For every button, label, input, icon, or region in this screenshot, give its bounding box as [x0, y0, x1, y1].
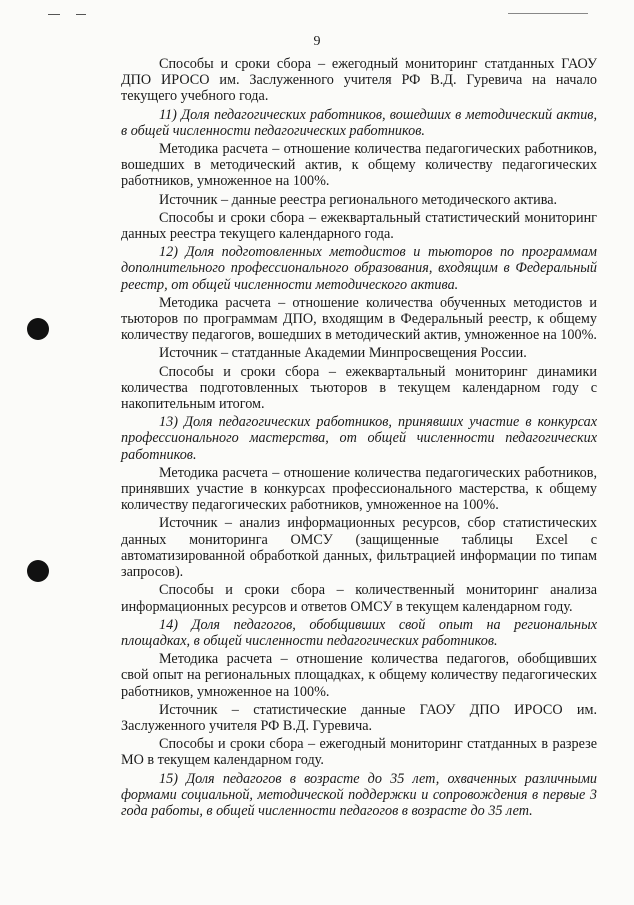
page-number: 9 — [313, 34, 321, 49]
binder-hole-mark — [27, 318, 49, 340]
paragraph: Способы и сроки сбора – ежеквартальный мониторинг динамики количества подготовленных тьюторов в текущем календарном году с накопительным итогом. — [121, 363, 597, 413]
paragraph: Источник – статистические данные ГАОУ ДПО ИРОСО им. Заслуженного учителя РФ В.Д. Гуревича. — [121, 701, 597, 734]
scan-artifact-line — [48, 14, 60, 15]
paragraph: Методика расчета – отношение количества педагогических работников, вошедших в методический актив, к общему количеству педагогических работников, умноженное на 100%. — [121, 141, 597, 190]
paragraph: Способы и сроки сбора – ежегодный мониторинг статданных в разрезе МО в текущем календарном году. — [121, 736, 597, 769]
paragraph: Методика расчета – отношение количества педагогов, обобщивших свой опыт на региональных площадках, к общему количеству педагогических работников, умноженное на 100%. — [121, 651, 597, 700]
paragraph: Методика расчета – отношение количества обученных методистов и тьюторов по программам ДПО, входящим в Федеральный реестр, к общему количеству педагогов, вошедших в методический актив, умноженное на 100%. — [121, 294, 597, 344]
indicator-heading: 12) Доля подготовленных методистов и тьюторов по программам дополнительного профессионального образования, входящим в Федеральный реестр, от общей численности методического актива. — [121, 244, 597, 293]
indicator-heading: 11) Доля педагогических работников, вошедших в методический актив, в общей численности педагогических работников. — [121, 106, 597, 139]
indicator-heading: 15) Доля педагогов в возрасте до 35 лет, охваченных различными формами социальной, методической поддержки и сопровождения в первые 3 года работы, в общей численности педагогов в возрасте до 35 лет. — [121, 770, 597, 819]
indicator-heading: 14) Доля педагогов, обобщивших свой опыт на региональных площадках, в общей численности педагогических работников. — [121, 616, 597, 649]
scan-artifact-line — [76, 14, 86, 15]
paragraph: Способы и сроки сбора – ежеквартальный статистический мониторинг данных реестра текущего календарного года. — [121, 209, 597, 243]
paragraph: Источник – данные реестра регионального методического актива. — [159, 191, 558, 208]
scan-artifact-line — [508, 13, 588, 14]
document-body — [121, 56, 597, 821]
paragraph: Источник – статданные Академии Минпросвещения России. — [159, 345, 527, 362]
paragraph: Способы и сроки сбора – количественный мониторинг анализа информационных ресурсов и ответов ОМСУ в текущем календарном году. — [121, 582, 597, 615]
paragraph: Источник – анализ информационных ресурсов, сбор статистических данных мониторинга ОМСУ (защищенные таблицы Excel с автоматизированной обработкой данных, фильтрацией информации по типам запросов). — [121, 515, 597, 581]
indicator-heading: 13) Доля педагогических работников, принявших участие в конкурсах профессионального мастерства, от общей численности педагогических работников. — [121, 414, 597, 463]
binder-hole-mark — [27, 560, 49, 582]
paragraph: Способы и сроки сбора – ежегодный мониторинг статданных ГАОУ ДПО ИРОСО им. Заслуженного учителя РФ В.Д. Гуревича на начало текущего учебного года. — [121, 56, 597, 105]
paragraph: Методика расчета – отношение количества педагогических работников, принявших участие в конкурсах профессионального мастерства, к общему количеству педагогических работников, умноженное на 100%. — [121, 464, 597, 514]
